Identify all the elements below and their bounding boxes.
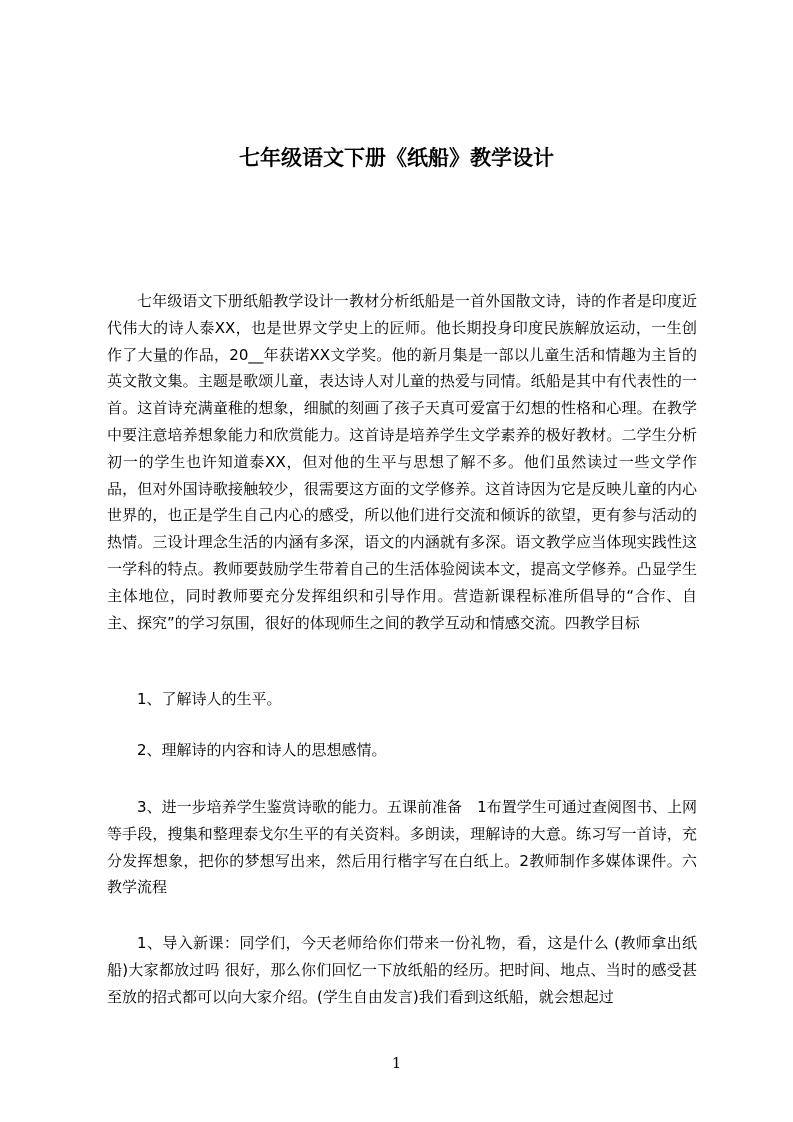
paragraph-goal-1: 1、了解诗人的生平。 [137, 690, 282, 708]
paragraph-goal-3: 3、进一步培养学生鉴赏诗歌的能力。五课前准备 1布置学生可通过查阅图书、上网等手段，搜集和整理泰戈尔生平的有关资料。多朗读，理解诗的大意。练习写一首诗，充分发挥想象，把你的梦想写出来，然后用行楷字写在白纸上。2教师制作多媒体课件。六教学流程 [107, 798, 697, 897]
page-number: 1 [391, 1054, 402, 1072]
paragraph-flow-1: 1、导入新课：同学们，今天老师给你们带来一份礼物，看，这是什么 (教师拿出纸船)大家都放过吗 很好，那么你们回忆一下放纸船的经历。把时间、地点、当时的感受甚至放的招式都可以向大家介绍。(学生自由发言)我们看到这纸船，就会想起过 [107, 934, 697, 1006]
paragraph-intro: 七年级语文下册纸船教学设计一教材分析纸船是一首外国散文诗，诗的作者是印度近代伟大的诗人泰XX，也是世界文学史上的匠师。他长期投身印度民族解放运动，一生创作了大量的作品，20__年获诺XX文学奖。他的新月集是一部以儿童生活和情趣为主旨的英文散文集。主题是歌颂儿童，表达诗人对儿童的热爱与同情。纸船是其中有代表性的一首。这首诗充满童稚的想象，细腻的刻画了孩子天真可爱富于幻想的性格和心理。在教学中要注意培养想象能力和欣赏能力。这首诗是培养学生文学素养的极好教材。二学生分析初一的学生也许知道泰XX，但对他的生平与思想了解不多。他们虽然读过一些文学作品，但对外国诗歌接触较少，很需要这方面的文学修养。这首诗因为它是反映儿童的内心世界的，也正是学生自己内心的感受，所以他们进行交流和倾诉的欲望，更有参与活动的热情。三设计理念生活的内涵有多深，语文的内涵就有多深。语文教学应当体现实践性这一学科的特点。教师要鼓励学生带着自己的生活体验阅读本文，提高文学修养。凸显学生主体地位，同时教师要充分发挥组织和引导作用。营造新课程标准所倡导的“合作、自主、探究”的学习氛围，很好的体现师生之间的教学互动和情感交流。四教学目标 [107, 292, 697, 632]
paragraph-goal-2: 2、理解诗的内容和诗人的思想感情。 [137, 741, 387, 759]
document-title: 七年级语文下册《纸船》教学设计 [239, 146, 554, 170]
